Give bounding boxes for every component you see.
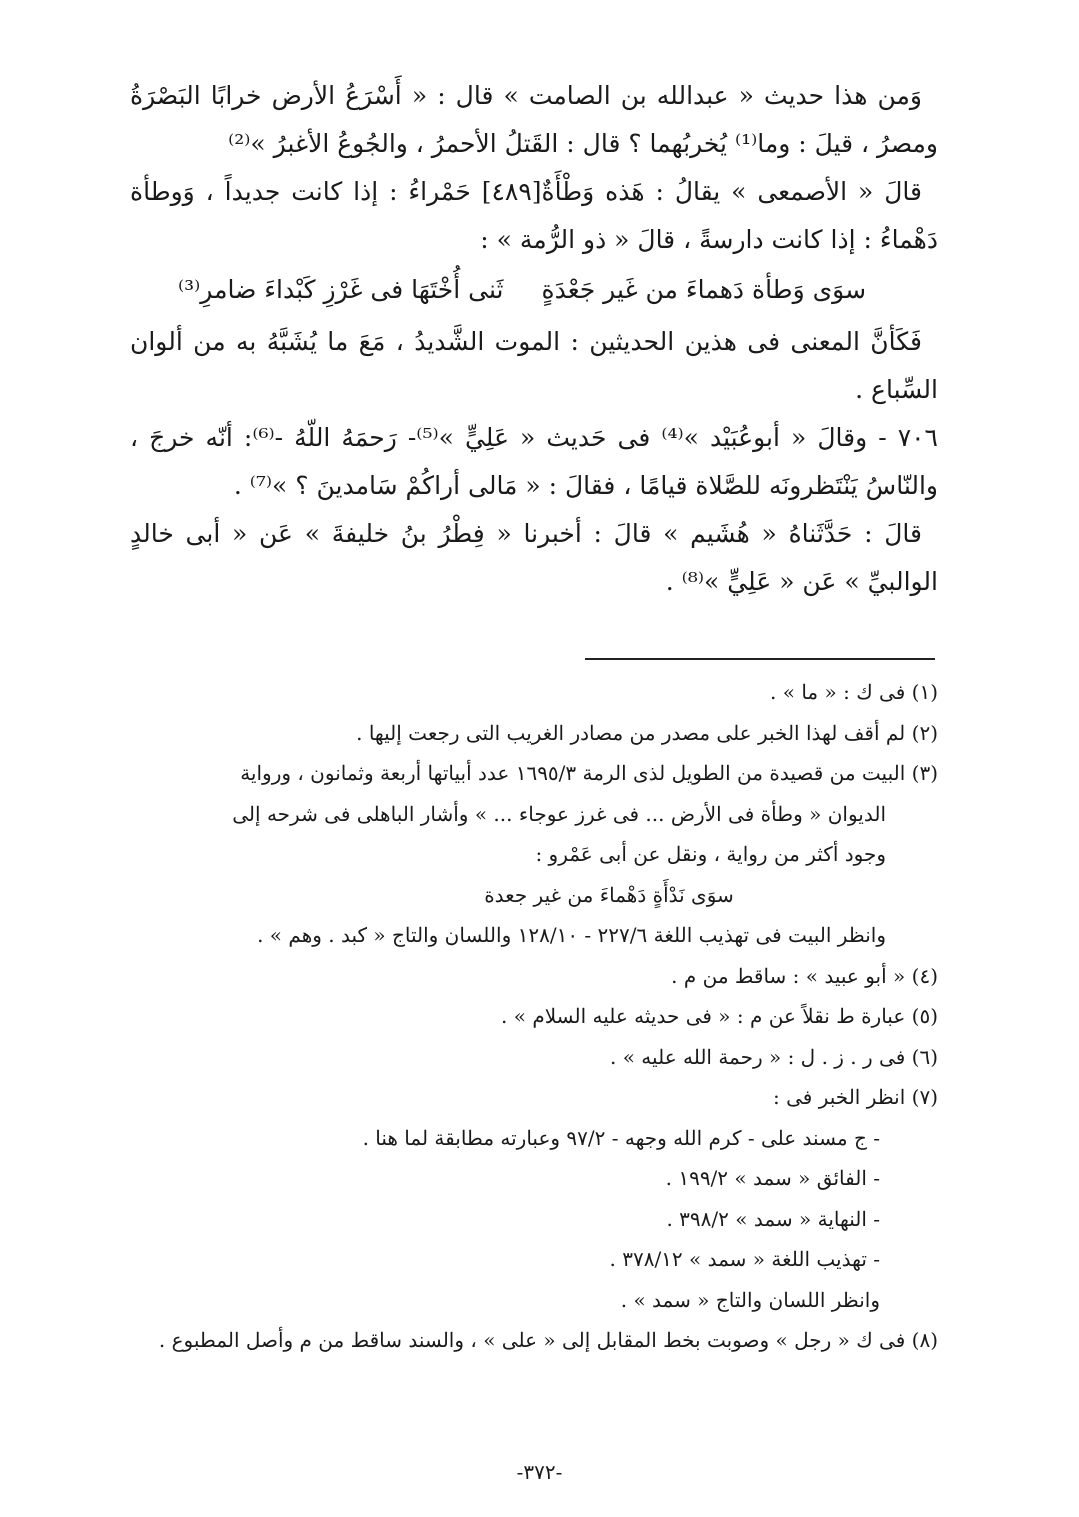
footnote-reference-item: - الفائق « سمد » ١٩٩/٢ . (665, 1166, 880, 1190)
footnote: (١) فى ك : « ما » . (770, 680, 938, 704)
footnote-reference-item: وانظر اللسان والتاج « سمد » . (620, 1287, 880, 1312)
paragraph: وَمن هذا حديث « عبدالله بن الصامت » قال : « أَسْرَعُ الأرض خرابًا البَصْرَةُ ومصرُ ، قيلَ : وما⁽¹⁾ يُخربُهما ؟ قال : القَتلُ الأحمرُ ، والجُوعُ الأغبرُ »⁽²⁾ (130, 81, 938, 158)
footnote: (٦) فى ر . ز . ل : « رحمة الله عليه » . (610, 1044, 938, 1069)
paragraph: قالَ : حَدَّثَناهُ « هُشَيم » قالَ : أخبرنا « فِطْرُ بنُ خليفةَ » عَن « أبى خالدٍ الوالبيِّ » عَن « عَلِيٍّ »⁽⁸⁾ . (130, 519, 938, 596)
footnote-continuation: الديوان « وطأة فى الأرض ... فى غرز عوجاء ... » وأشار الباهلى فى شرحه إلى (232, 801, 886, 826)
poem-verse (130, 266, 938, 314)
verse-hemistich-second: ثَنى أُخْتَهَا فى غَرْزِ كَبْداءَ ضامرِ⁽³⁾ (177, 275, 504, 304)
footnote-reference-item: - النهاية « سمد » ٣٩٨/٢ . (666, 1206, 880, 1231)
verse-hemistich-first: سوَى وَطأة دَهماءَ من غَير جَعْدَةٍ (541, 275, 867, 304)
footnote: (٤) « أبو عبيد » : ساقط من م . (671, 963, 938, 988)
footnote-continuation: وانظر البيت فى تهذيب اللغة ٢٢٧/٦ - ١٢٨/١٠ واللسان والتاج « كبد . وهم » . (257, 923, 886, 947)
paragraph: فَكَأنَّ المعنى فى هذين الحديثين : الموت الشَّديدُ ، مَعَ ما يُشَبَّهُ به من ألوان السِّباع . (130, 327, 938, 404)
footnote-verse: سوَى نَدْأَةٍ دَهْماءَ من غير جعدة (484, 882, 734, 907)
page-number: -٣٧٢- (516, 1460, 563, 1484)
footnote: (٣) البيت من قصيدة من الطويل لذى الرمة ١٦٩٥/٣ عدد أبياتها أربعة وثمانون ، ورواية (240, 761, 938, 785)
footnotes (150, 672, 938, 1361)
footnote-reference-item: - تهذيب اللغة « سمد » ٣٧٨/١٢ . (609, 1247, 880, 1271)
footnote: (٢) لم أقف لهذا الخبر على مصدر من مصادر الغريب التى رجعت إليها . (356, 720, 938, 745)
footnote-separator (585, 658, 935, 660)
footnote-reference-item: - ج مسند على - كرم الله وجهه - ٩٧/٢ وعبارته مطابقة لما هنا . (362, 1125, 880, 1150)
paragraph: قالَ « الأصمعى » يقالُ : هَذه وَطْأَةٌ[٤٨٩] حَمْراءُ : إذا كانت جديداً ، وَوطأة دَهْماءُ : إذا كانت دارسةً ، قالَ « ذو الرُّمة » : (130, 177, 938, 254)
main-text (130, 72, 938, 606)
footnote: (٧) انظر الخبر فى : (773, 1085, 938, 1109)
footnote-continuation: وجود أكثر من رواية ، ونقل عن أبى عَمْرو : (535, 842, 886, 866)
footnote: (٥) عبارة ط نقلاً عن م : « فى حديثه عليه السلام » . (501, 1004, 938, 1028)
paragraph-numbered: ٧٠٦ - وقالَ « أبوعُبَيْد »⁽⁴⁾ فى حَديث « عَلِيٍّ »⁽⁵⁾- رَحمَهُ اللّهُ -⁽⁶⁾: أنّه خرجَ ، والنّاسُ يَنْتَظرونَه للصَّلاة قيامًا ، فقالَ : « مَالى أراكُمْ سَامدينَ ؟ »⁽⁷⁾ . (130, 423, 938, 500)
footnote: (٨) فى ك « رجل » وصوبت بخط المقابل إلى « على » ، والسند ساقط من م وأصل المطبوع . (158, 1328, 938, 1352)
